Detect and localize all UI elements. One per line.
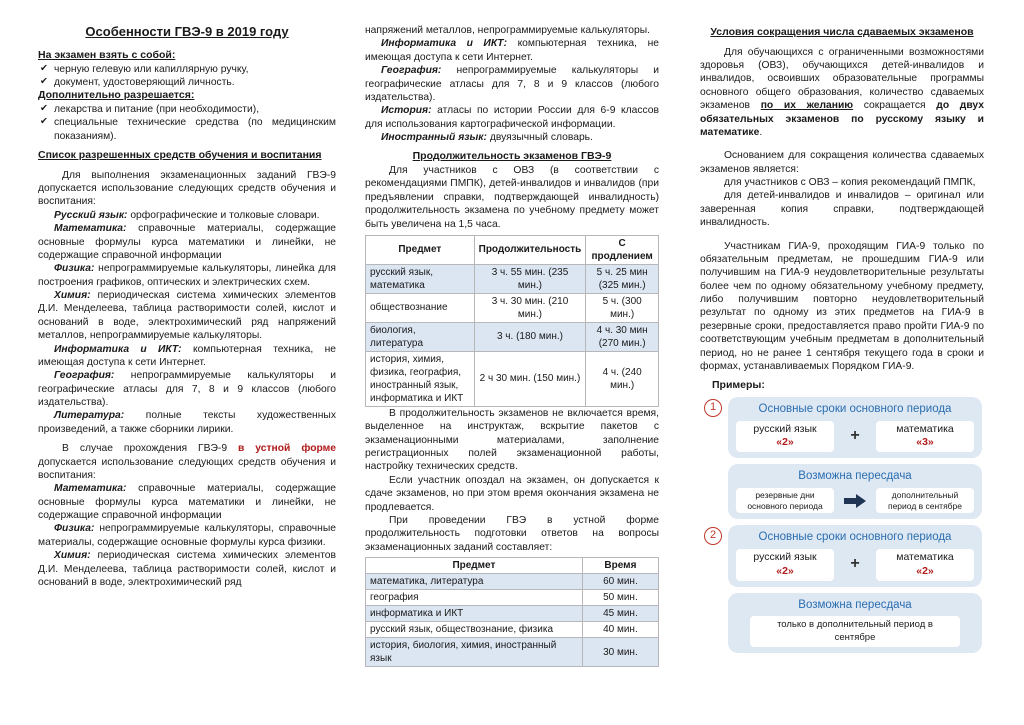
column-3 (700, 0, 984, 725)
oral-item: Математика: справочные материалы, содержащие основные формулы курса математики и линейки, не содержащие справочной информации (38, 483, 336, 522)
table-row: математика, литература 60 мин. (366, 574, 659, 590)
means-item: Физика: непрограммируемые калькуляторы, линейка для построения графиков, оптических и электрических схем. (38, 263, 336, 288)
take-heading: На экзамен взять с собой: (38, 48, 176, 61)
examples-label: Примеры: (712, 379, 765, 392)
panel-heading: Основные сроки основного периода (758, 402, 952, 415)
period-box: только в дополнительный период в сентябре (750, 616, 960, 647)
example-number: 1 (704, 399, 722, 417)
allowed-heading: Дополнительно разрешается: (38, 89, 195, 102)
list-item: ✔ специальные технические средства (по медицинским показаниям). (54, 116, 336, 143)
basis-item: для детей-инвалидов и инвалидов – оригинал или заверенная копия справки, подтверждающей инвалидность. (700, 190, 984, 229)
basis-item: для участников с ОВЗ – копия рекомендаций ПМПК, (724, 177, 976, 189)
duration-intro: Для участников с ОВЗ (в соответствии с рекомендациями ПМПК), детей-инвалидов и инвалидов (при предъявлении справки, подтверждающей инвалидность) продолжительность экзамена по учебному предмету может быть увеличена на 1,5 часа. (365, 165, 659, 230)
table-row: биология, литература 3 ч. (180 мин.) 4 ч. 30 мин (270 мин.) (366, 322, 659, 351)
table-row: русский язык, обществознание, физика 40 мин. (366, 622, 659, 638)
late-note: Если участник опоздал на экзамен, он допускается к сдаче экзаменов, но при этом время окончания экзамена не продлевается. (365, 474, 659, 513)
panel-heading: Возможна пересдача (798, 470, 912, 483)
duration-table (365, 235, 659, 407)
table-header: С продлением (586, 235, 659, 264)
means-item: Математика: справочные материалы, содержащие основные формулы курса математики и линейки, не содержащие справочной информации (38, 223, 336, 261)
intro-paragraph: Для выполнения экзаменационных заданий ГВЭ-9 допускается использование следующих средств обучения и воспитания: (38, 169, 336, 208)
means-item: Химия: периодическая система химических элементов Д.И. Менделеева, таблица растворимости солей, кислот и оснований в воде, электрохимический ряд напряжений металлов, непрограммируемые калькуляторы. (38, 290, 336, 342)
example-1-panel (709, 397, 982, 458)
duration-note: В продолжительность экзаменов не включается время, выделенное на инструктаж, вскрытие пакетов с экзаменационными материалами, заполнение регистрационных полей экзаменационной работы, настройку технических средств. (365, 407, 659, 473)
table-row: история, биология, химия, иностранный язык 30 мин. (366, 638, 659, 667)
allowed-means-heading: Список разрешенных средств обучения и воспитания (38, 149, 322, 162)
list-item: ✔ черную гелевую или капиллярную ручку, (54, 63, 336, 76)
retake-paragraph: Участникам ГИА-9, проходящим ГИА-9 только по обязательным предметам, не прошедшим ГИА-9 или получившим на ГИА-9 неудовлетворительные результаты более чем по одному обязательному учебному предмету, либо получившим повторно неудовлетворительный результат по одному из этих предметов на ГИА-9 в резервные сроки, предоставляется право пройти ГИА-9 по соответствующим учебным предметам в дополнительный период, но не ранее 1 сентября текущего года в сроки и формах, устанавливаемых Порядком ГИА-9. (700, 240, 984, 372)
plus-icon: + (850, 555, 860, 573)
example-2-retake-panel (728, 593, 982, 654)
list-item: ✔ лекарства и питание (при необходимости), (54, 103, 336, 116)
table-header: Предмет (366, 558, 583, 574)
means-item: Литература: полные тексты художественных произведений, а также сборники лирики. (38, 410, 336, 435)
plus-icon: + (850, 427, 860, 445)
page-title: Особенности ГВЭ-9 в 2019 году (85, 24, 289, 39)
panel-heading: Возможна пересдача (798, 598, 912, 611)
example-1-retake-panel (728, 464, 982, 519)
table-row: география 50 мин. (366, 590, 659, 606)
oral-item: Иностранный язык: двуязычный словарь. (381, 132, 593, 143)
oral-item: Физика: непрограммируемые калькуляторы, справочные материалы, содержащие основные формулы курса физики. (38, 523, 336, 548)
table-row: история, химия, физика, география, иностранный язык, информатика и ИКТ 2 ч 30 мин. (150 мин.) 4 ч. (240 мин.) (366, 351, 659, 406)
oral-item: История: атласы по истории России для 6-9 классов для использования картографической информации. (365, 105, 659, 130)
column-1 (38, 0, 336, 725)
table-row: обществознание 3 ч. 30 мин. (210 мин.) 5 ч. (300 мин.) (366, 293, 659, 322)
table-row: информатика и ИКТ 45 мин. (366, 606, 659, 622)
oral-time-table (365, 557, 659, 667)
means-item: Русский язык: орфографические и толковые словари. (54, 209, 320, 221)
table-header: Продолжительность (474, 235, 586, 264)
oral-time-intro: При проведении ГВЭ в устной форме продолжительность подготовки ответов на вопросы экзаменационных заданий составляет: (365, 514, 659, 553)
period-box: дополнительный период в сентябре (876, 488, 974, 513)
table-header: Предмет (366, 235, 475, 264)
subject-box: математика «3» (876, 421, 974, 452)
arrow-right-icon (844, 494, 866, 508)
oral-intro: В случае прохождения ГВЭ-9 в устной форме допускается использование следующих средств обучения и воспитания: (38, 443, 336, 481)
period-box: резервные дни основного периода (736, 488, 834, 513)
oral-item: Химия: периодическая система химических элементов Д.И. Менделеева, таблица растворимости солей, кислот и оснований в воде, электрохимический ряд (38, 550, 336, 588)
means-item: География: непрограммируемые калькуляторы и географические атласы для 7, 8 и 9 классов (любого издательства). (38, 370, 336, 409)
basis-paragraph: Основанием для сокращения количества сдаваемых экзаменов является: (700, 150, 984, 175)
table-header: Время (582, 558, 658, 574)
subject-box: русский язык «2» (736, 549, 834, 580)
allowed-list (38, 103, 336, 143)
oral-item: Информатика и ИКТ: компьютерная техника, не имеющая доступа к сети Интернет. (365, 38, 659, 63)
example-2-panel (709, 525, 982, 586)
take-list (38, 63, 336, 90)
duration-heading: Продолжительность экзаменов ГВЭ-9 (412, 150, 612, 163)
table-row: русский язык, математика 3 ч. 55 мин. (235 мин.) 5 ч. 25 мин (325 мин.) (366, 264, 659, 293)
reduction-heading: Условия сокращения числа сдаваемых экзаменов (710, 26, 974, 38)
list-item: ✔ документ, удостоверяющий личность. (54, 76, 336, 89)
example-number: 2 (704, 527, 722, 545)
subject-box: математика «2» (876, 549, 974, 580)
continued-text: напряжений металлов, непрограммируемые калькуляторы. (365, 25, 650, 36)
means-item: Информатика и ИКТ: компьютерная техника, не имеющая доступа к сети Интернет. (38, 343, 336, 368)
subject-box: русский язык «2» (736, 421, 834, 452)
column-2 (365, 0, 659, 725)
reduction-paragraph: Для обучающихся с ограниченными возможностями здоровья (ОВЗ), обучающихся детей-инвалидов и инвалидов, освоивших образовательные программы основного общего образования, количество сдаваемых экзаменов по их желанию сокращается до двух обязательных экзаменов по русскому языку и математике. (700, 46, 984, 138)
oral-item: География: непрограммируемые калькуляторы и географические атласы для 7, 8 и 9 классов (любого издательства). (365, 65, 659, 103)
panel-heading: Основные сроки основного периода (758, 531, 952, 544)
